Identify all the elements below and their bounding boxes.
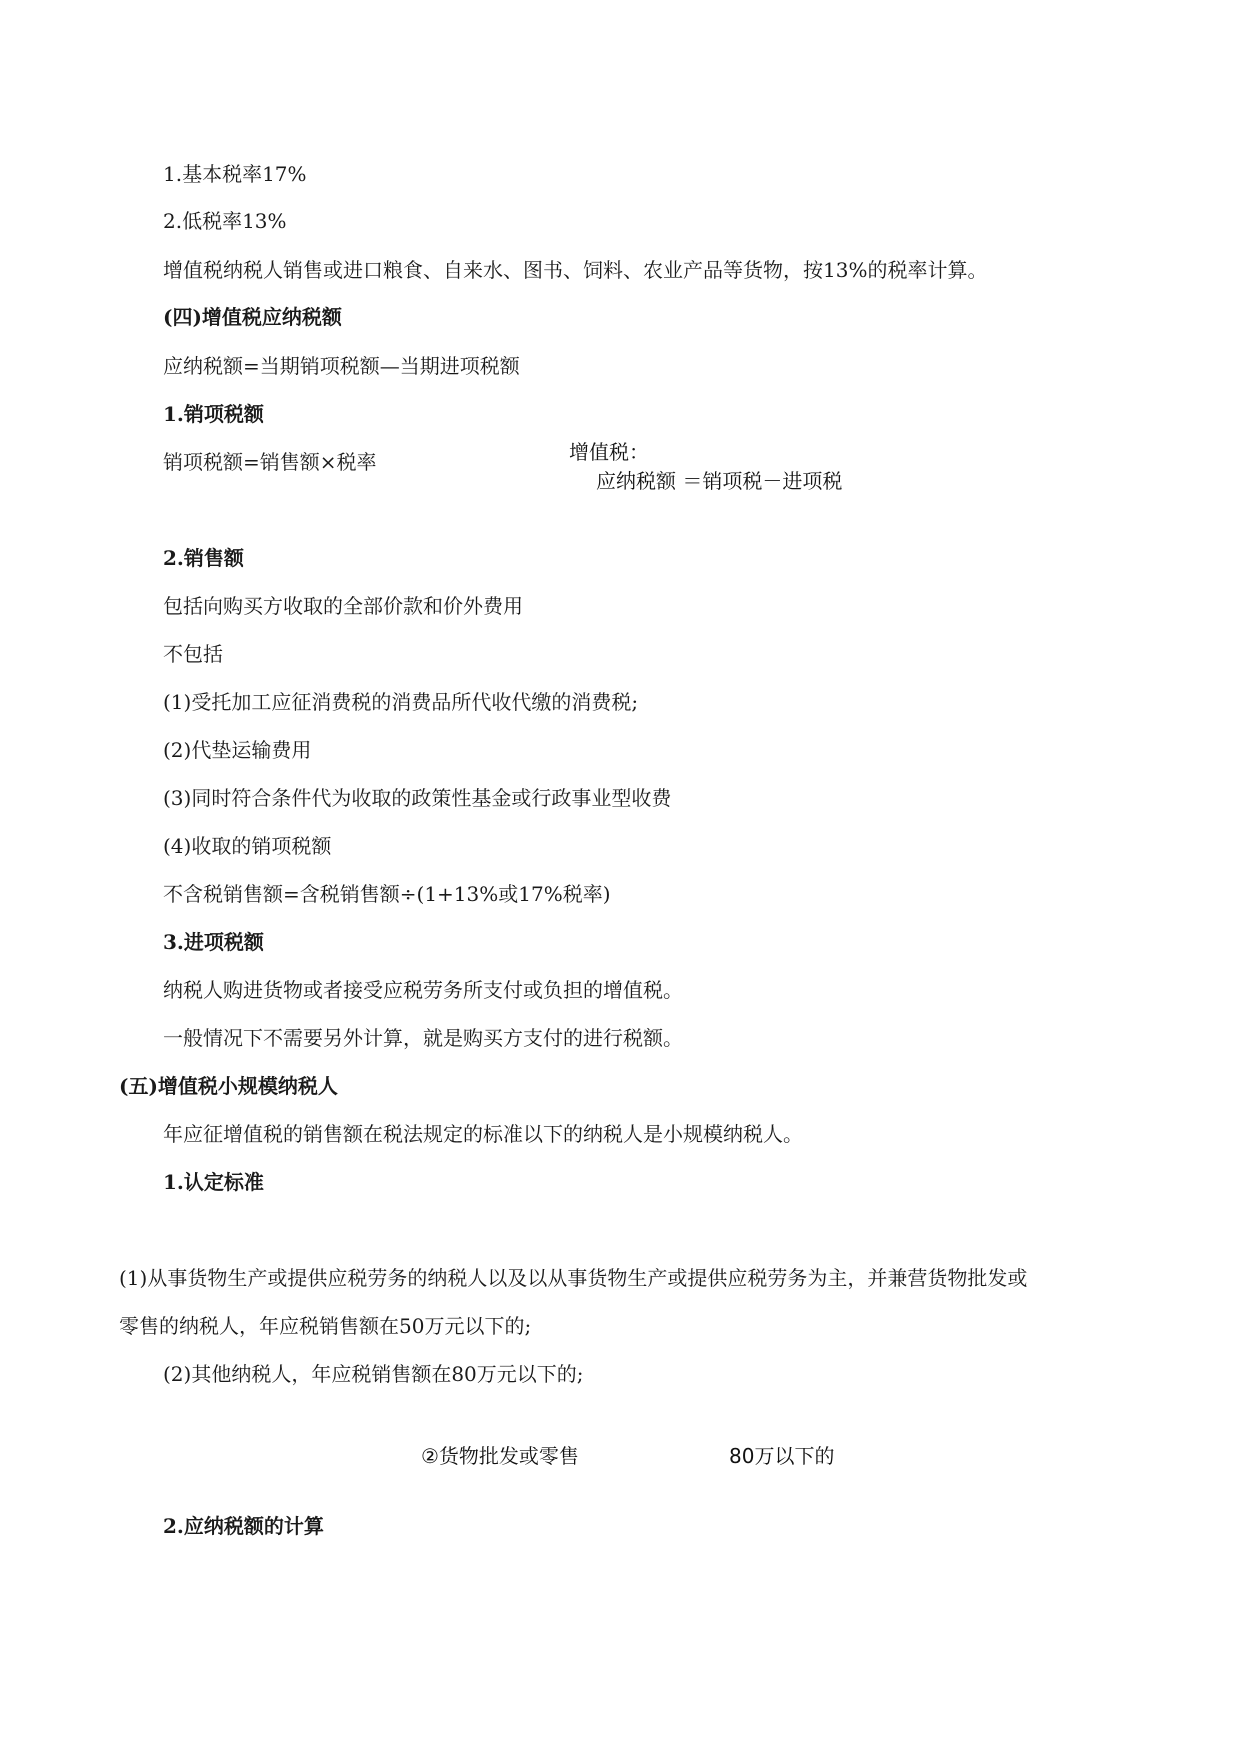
- text-line: (1)从事货物生产或提供应税劳务的纳税人以及以从事货物生产或提供应税劳务为主，并兼营货物批发或: [119, 1266, 1028, 1290]
- figure-label: 80万以下的: [729, 1444, 835, 1468]
- text-line: (2)其他纳税人，年应税销售额在80万元以下的;: [163, 1362, 584, 1386]
- subsection-heading: 2.销售额: [163, 546, 244, 570]
- figure-line: 增值税：: [569, 440, 649, 464]
- text-line: (1)受托加工应征消费税的消费品所代收代缴的消费税;: [163, 690, 639, 714]
- text-line: 增值税纳税人销售或进口粮食、自来水、图书、饲料、农业产品等货物，按13%的税率计算。: [163, 258, 988, 282]
- text-line: 应纳税额=当期销项税额—当期进项税额: [163, 354, 520, 378]
- text-line: 2.低税率13%: [163, 209, 287, 233]
- figure-label: ②货物批发或零售: [421, 1444, 579, 1468]
- text-line: (2)代垫运输费用: [163, 738, 312, 762]
- subsection-heading: 1.销项税额: [163, 402, 264, 426]
- section-heading: (五)增值税小规模纳税人: [119, 1074, 338, 1098]
- section-heading: (四)增值税应纳税额: [163, 305, 342, 329]
- text-line: 1.基本税率17%: [163, 162, 307, 186]
- text-line: 纳税人购进货物或者接受应税劳务所支付或负担的增值税。: [163, 978, 683, 1002]
- subsection-heading: 2.应纳税额的计算: [163, 1514, 324, 1538]
- text-line: 销项税额=销售额×税率: [163, 450, 377, 474]
- text-line: 不包括: [163, 642, 223, 666]
- text-line: 年应征增值税的销售额在税法规定的标准以下的纳税人是小规模纳税人。: [163, 1122, 803, 1146]
- text-line: (3)同时符合条件代为收取的政策性基金或行政事业型收费: [163, 786, 672, 810]
- text-line: (4)收取的销项税额: [163, 834, 332, 858]
- text-line: 不含税销售额=含税销售额÷(1+13%或17%税率): [163, 882, 611, 906]
- figure-line: 应纳税额 ＝销项税－进项税: [596, 469, 843, 493]
- text-line: 包括向购买方收取的全部价款和价外费用: [163, 594, 523, 618]
- subsection-heading: 1.认定标准: [163, 1170, 264, 1194]
- text-line: 一般情况下不需要另外计算，就是购买方支付的进行税额。: [163, 1026, 683, 1050]
- subsection-heading: 3.进项税额: [163, 930, 264, 954]
- text-line: 零售的纳税人，年应税销售额在50万元以下的;: [119, 1314, 532, 1338]
